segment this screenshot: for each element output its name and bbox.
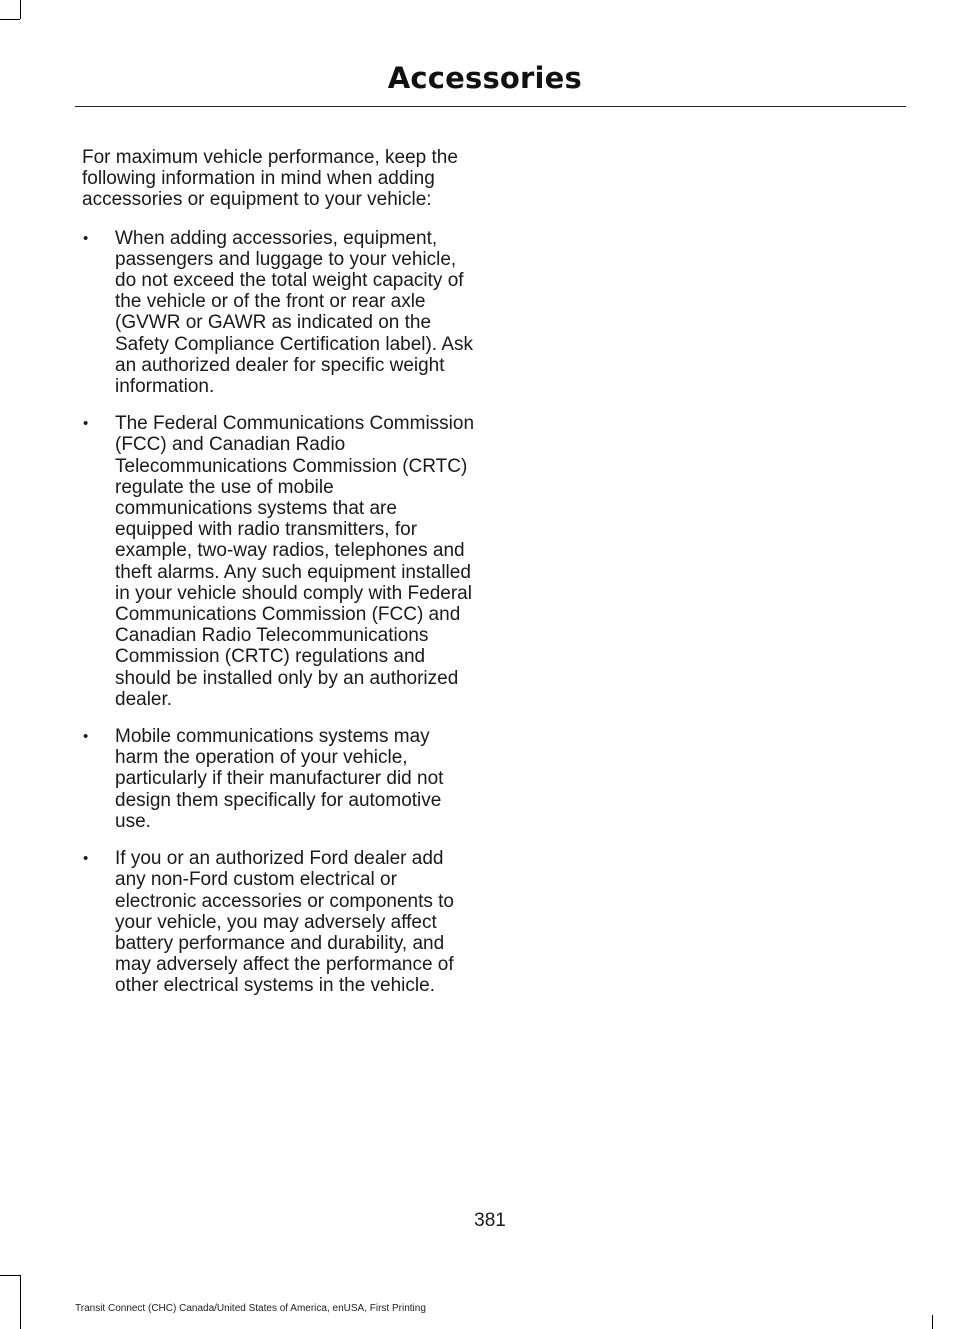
intro-paragraph: For maximum vehicle performance, keep the following information in mind when adding accessories or equipment to your vehicle: — [82, 147, 458, 211]
bullet-icon: • — [83, 229, 89, 247]
bullet-list — [82, 228, 474, 997]
list-item — [82, 726, 474, 832]
bullet-icon: • — [83, 415, 89, 433]
main-content — [82, 147, 474, 1013]
crop-mark — [20, 1275, 21, 1329]
bullet-icon: • — [83, 850, 89, 868]
list-item-text: Mobile communications systems may harm the operation of your vehicle, particularly if their manufacturer did not design them specifically for automotive use. — [115, 726, 444, 832]
list-item-text: If you or an authorized Ford dealer add any non-Ford custom electrical or electronic accessories or components to your vehicle, you may adversely affect battery performance and durability, and may adversely affect the performance of other electrical systems in the vehicle. — [115, 848, 454, 997]
crop-mark — [0, 19, 20, 20]
crop-mark — [20, 0, 21, 19]
crop-mark — [0, 1275, 20, 1276]
page-title: Accessories — [387, 61, 582, 95]
list-item — [82, 413, 474, 710]
crop-mark — [932, 1315, 933, 1329]
header-divider — [75, 106, 906, 107]
list-item — [82, 848, 474, 996]
printing-info: Transit Connect (CHC) Canada/United States of America, enUSA, First Printing — [75, 1303, 426, 1314]
list-item — [82, 228, 474, 398]
list-item-text: When adding accessories, equipment, passengers and luggage to your vehicle, do not exceed the total weight capacity of the vehicle or of the front or rear axle (GVWR or GAWR as indicated on the Safety Compliance Certification label). Ask an authorized dealer for specific weight information. — [115, 227, 473, 398]
list-item-text: The Federal Communications Commission (FCC) and Canadian Radio Telecommunications Commission (CRTC) regulate the use of mobile communications systems that are equipped with radio transmitters, for example, two-way radios, telephones and theft alarms. Any such equipment installed in your vehicle should comply with Federal Communications Commission (FCC) and Canadian Radio Telecommunications Commission (CRTC) regulations and should be installed only by an authorized dealer. — [115, 413, 475, 710]
bullet-icon: • — [83, 728, 89, 746]
page-number: 381 — [474, 1210, 506, 1231]
